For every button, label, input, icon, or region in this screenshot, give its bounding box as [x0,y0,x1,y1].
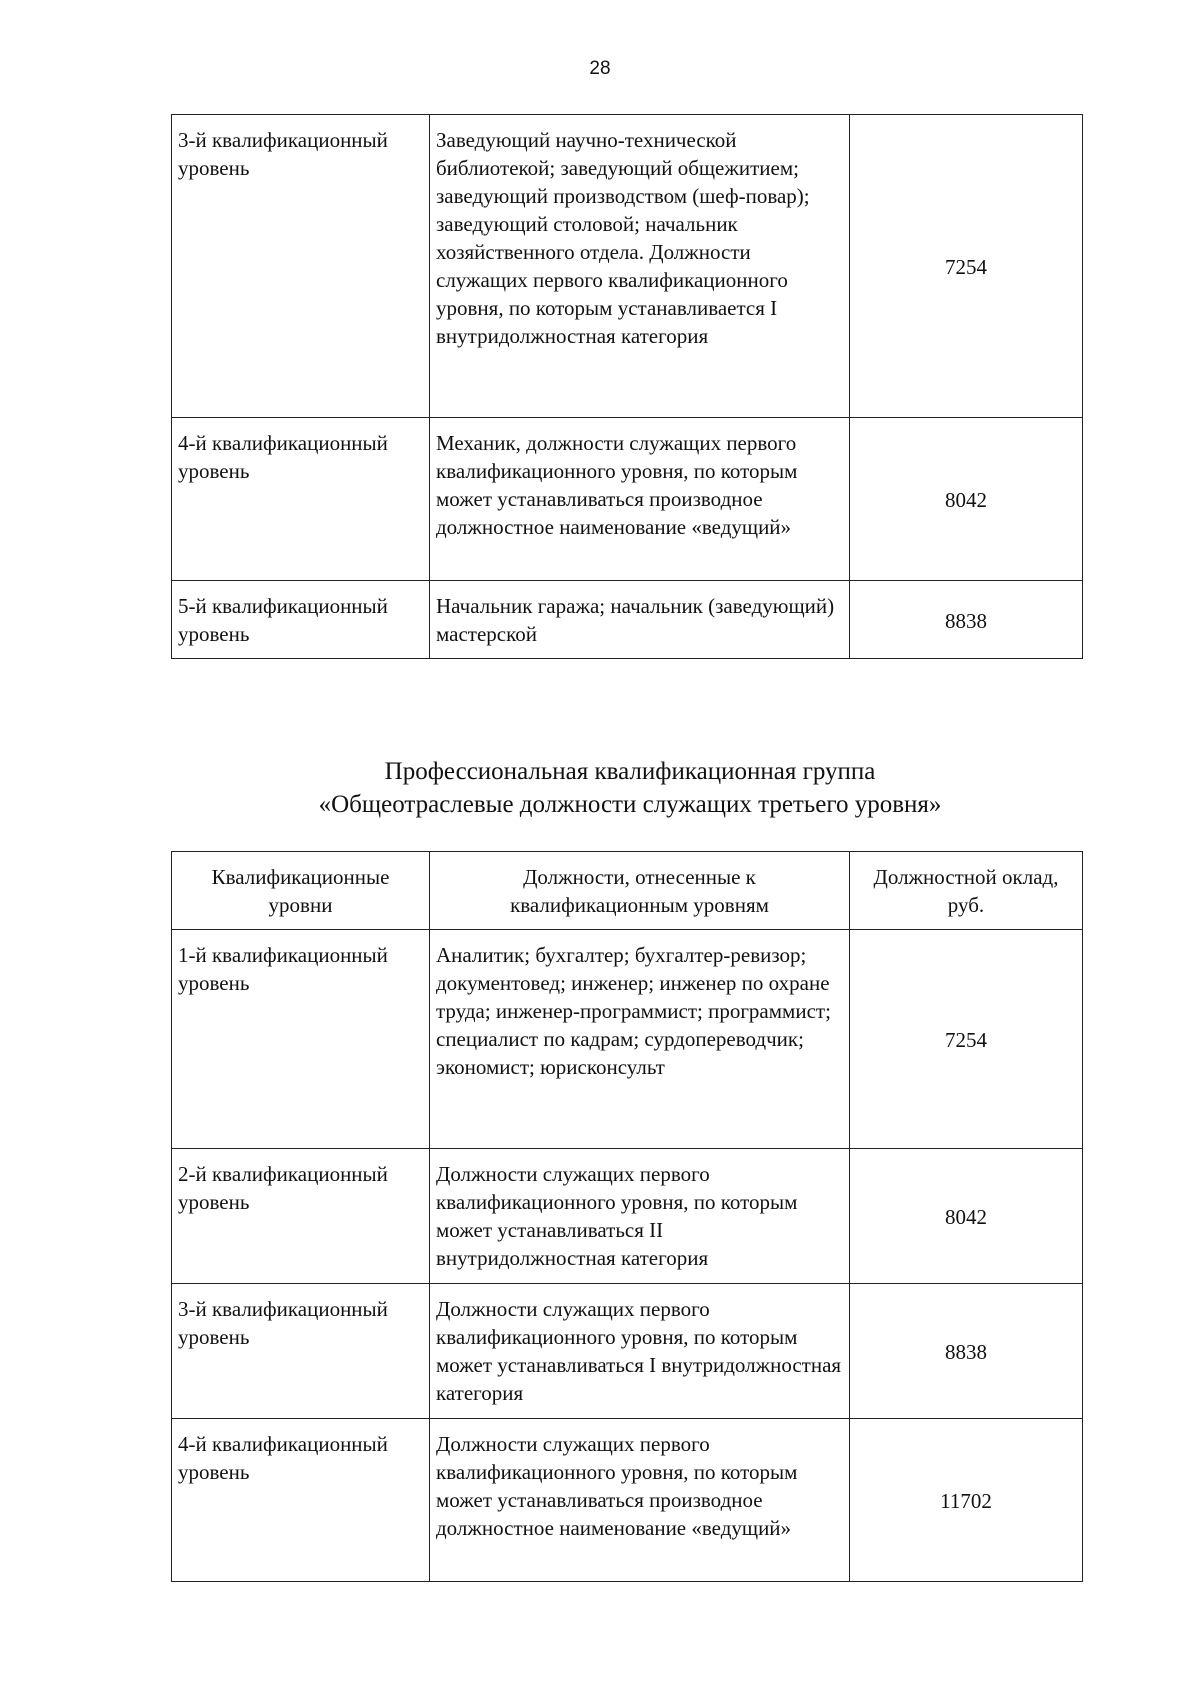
table-header-row [172,852,1083,930]
group-title-line1: Профессиональная квалификационная группа [384,758,876,785]
positions-cell: Должности служащих первого квалификационного уровня, по которым может устанавливаться I внутридолжностная категория [430,1284,850,1419]
table-row [172,581,1083,659]
table-row [172,418,1083,581]
table-row [172,115,1083,418]
level-cell: 2-й квалификационный уровень [172,1149,430,1284]
page-number: 28 [589,58,611,79]
salary-cell: 8042 [850,1149,1083,1284]
group-title [0,755,1200,821]
positions-cell: Аналитик; бухгалтер; бухгалтер-ревизор; документовед; инженер; инженер по охране труда; инженер-программист; программист; специалист по кадрам; сурдопереводчик; экономист; юрисконсульт [430,930,850,1149]
level-cell: 3-й квалификационный уровень [172,115,430,418]
qualification-table-continued [171,114,1083,659]
positions-cell: Заведующий научно-технической библиотекой; заведующий общежитием; заведующий производством (шеф-повар); заведующий столовой; начальник хозяйственного отдела. Должности служащих первого квалификационного уровня, по которым устанавливается I внутридолжностная категория [430,115,850,418]
salary-cell: 7254 [850,930,1083,1149]
header-positions: Должности, отнесенные к квалификационным уровням [430,852,850,930]
header-salary: Должностной оклад, руб. [850,852,1083,930]
positions-cell: Должности служащих первого квалификационного уровня, по которым может устанавливаться производное должностное наименование «ведущий» [430,1419,850,1582]
group-title-line2: «Общеотраслевые должности служащих третьего уровня» [318,791,942,818]
level-cell: 5-й квалификационный уровень [172,581,430,659]
salary-cell: 8838 [850,581,1083,659]
table-row [172,1284,1083,1419]
table-row [172,930,1083,1149]
header-level: Квалификационные уровни [172,852,430,930]
salary-cell: 11702 [850,1419,1083,1582]
table-row [172,1149,1083,1284]
qualification-table-third-level [171,851,1083,1582]
level-cell: 4-й квалификационный уровень [172,1419,430,1582]
level-cell: 3-й квалификационный уровень [172,1284,430,1419]
positions-cell: Механик, должности служащих первого квалификационного уровня, по которым может устанавливаться производное должностное наименование «ведущий» [430,418,850,581]
level-cell: 4-й квалификационный уровень [172,418,430,581]
salary-cell: 8838 [850,1284,1083,1419]
positions-cell: Должности служащих первого квалификационного уровня, по которым может устанавливаться II внутридолжностная категория [430,1149,850,1284]
level-cell: 1-й квалификационный уровень [172,930,430,1149]
salary-cell: 8042 [850,418,1083,581]
table-row [172,1419,1083,1582]
salary-cell: 7254 [850,115,1083,418]
positions-cell: Начальник гаража; начальник (заведующий) мастерской [430,581,850,659]
